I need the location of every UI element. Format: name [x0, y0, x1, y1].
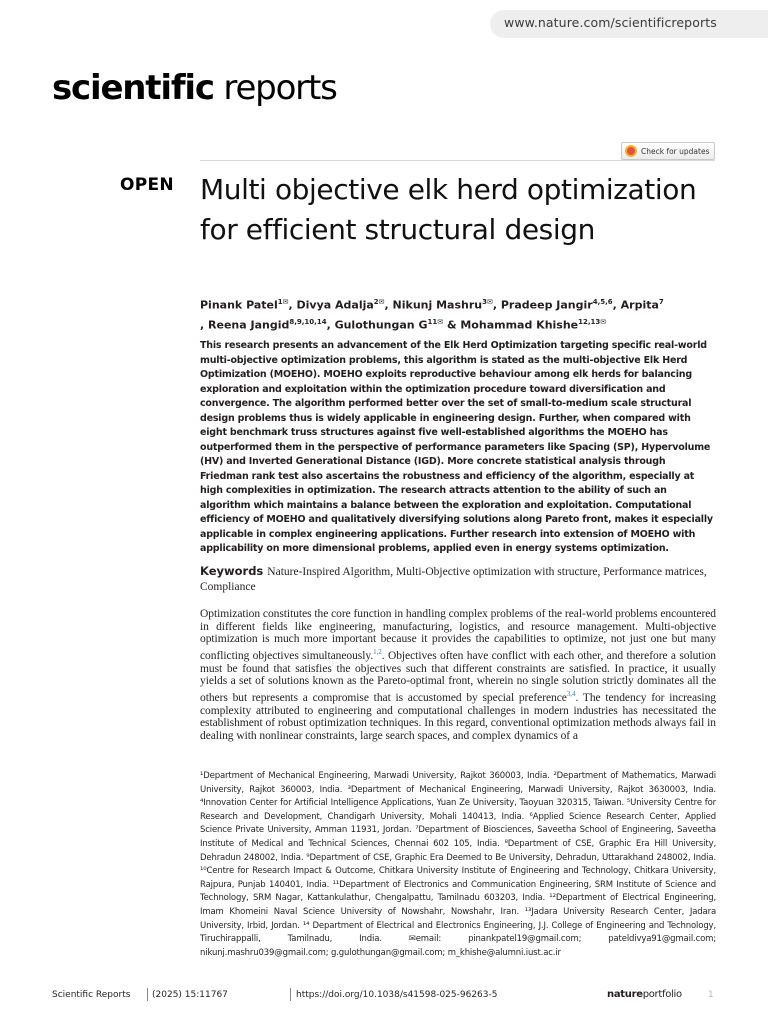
open-access-label: OPEN: [120, 175, 174, 195]
author-affiliation-marker: 11✉: [427, 317, 444, 326]
author-name[interactable]: & Mohammad Khishe: [443, 318, 579, 332]
page-footer: [52, 990, 716, 1006]
footer-divider: [290, 988, 291, 1001]
check-for-updates-label: Check for updates: [641, 146, 710, 156]
author-affiliation-marker: 8,9,10,14: [289, 317, 327, 326]
author-affiliation-marker: 3✉: [482, 298, 493, 306]
article-title: Multi objective elk herd optimization for efficient structural design: [200, 173, 697, 246]
brand-light-text: reports: [213, 68, 337, 108]
check-for-updates-button[interactable]: [621, 142, 715, 160]
journal-brand-logo: [52, 66, 337, 110]
publisher-bold: nature: [607, 989, 643, 1000]
author-name[interactable]: , Reena Jangid: [200, 318, 290, 332]
author-affiliation-marker: 7: [658, 298, 664, 306]
journal-url-link[interactable]: www.nature.com/scientificreports: [504, 15, 717, 30]
author-name[interactable]: , Gulothungan G: [326, 318, 428, 332]
footer-journal-name: Scientific Reports: [52, 990, 131, 1000]
author-affiliation-marker: 2✉: [373, 298, 385, 306]
publisher-light: portfolio: [642, 989, 682, 1000]
author-name[interactable]: Pinank Patel: [200, 298, 278, 312]
abstract: This research presents an advancement of the Elk Herd Optimization targeting specific real-world multi-objective optimization problems, this algorithm is stated as the multi-objective Elk Herd Optimization (MOEHO). MOEHO exploits reproductive behaviour among elk herds for balancing exploration and exploitation within the optimization procedure toward diversification and convergence. The algorithm performed better over the set of small-to-medium scale structural design problems thus is widely applicable in engineering design. Further, when compared with eight benchmark truss structures against five well-established algorithms the MOEHO has outperformed them in the perspective of performance parameters like Spacing (SP), Hypervolume (HV) and Inverted Generational Distance (IGD). More concrete statistical analysis through Friedman rank test also ascertains the robustness and efficiency of the algorithm, especially at high complexities in optimization. The research attracts attention to the ability of such an algorithm which maintains a balance between the exploration and exploitation. Computational efficiency of MOEHO and qualitatively diversifying solutions along Pareto front, makes it especially applicable in complex engineering applications. Further research into extension of MOEHO with applicability on more dimensional problems, applied even in energy systems optimization.: [200, 340, 713, 554]
footer-divider: [147, 988, 148, 1001]
author-affiliation-marker: 1✉: [277, 298, 289, 306]
publisher-logo: [607, 989, 682, 1000]
body-text-segment: Optimization constitutes the core function in handling complex problems of the real-world problems encountered in different fields like engineering, manufacturing, logistics, and resource management. Multi-objective optimization is much more important because it provides the capabilities to optimize, not just one but many conflicting objectives simultaneously.: [200, 608, 717, 662]
author-name[interactable]: , Arpita: [612, 298, 659, 312]
author-affiliation-marker: 12,13✉: [578, 317, 607, 326]
author-list: [200, 294, 720, 333]
author-affiliation-marker: 4,5,6: [592, 298, 613, 306]
crossmark-icon: [625, 145, 637, 157]
keywords: [200, 564, 716, 595]
body-text-segment: . The tendency for increasing complexity attributed to engineering and computational challenges in modern industries has necessitated the establishment of robust optimization techniques. In this regard, conventional optimization methods always fail in dealing with nonlinear constraints, large search spaces, and complex dynamics of a: [200, 691, 716, 742]
reference-link[interactable]: 3,4: [566, 690, 576, 699]
brand-bold-text: scientific: [52, 68, 214, 108]
reference-link[interactable]: 1,2: [373, 648, 382, 657]
header-divider: [200, 160, 715, 161]
author-name[interactable]: , Nikunj Mashru: [384, 298, 483, 312]
footer-citation: (2025) 15:11767: [152, 990, 228, 1000]
page-number: 1: [708, 990, 714, 1000]
body-text-segment: . Objectives often have conflict with each other, and therefore a solution must be found that satisfies the objectives such that different constraints are satisfied. In practice, it usually yields a set of solutions known as the Pareto-optimal front, wherein no single solution strictly dominates all the others but represents a compromise that is accustomed by special preference: [200, 649, 716, 704]
author-name[interactable]: , Pradeep Jangir: [492, 298, 593, 312]
introduction-paragraph: [200, 608, 716, 743]
affiliations: ¹Department of Mechanical Engineering, Marwadi University, Rajkot 360003, India. ²Department of Mathematics, Marwadi University, Rajkot 360003, India. ³Department of Mechanical Engineering, Marwadi University, Rajkot 3630003, India. ⁴Innovation Center for Artificial Intelligence Applications, Yuan Ze University, Taoyuan 320315, Taiwan. ⁵University Centre for Research and Development, Chandigarh University, Mohali 140413, India. ⁶Applied Science Research Center, Applied Science Private University, Amman 11931, Jordan. ⁷Department of Biosciences, Saveetha School of Engineering, Saveetha Institute of Medical and Technical Sciences, Chennai 602 105, India. ⁸Department of CSE, Graphic Era Hill University, Dehradun 248002, India. ⁹Department of CSE, Graphic Era Deemed to Be University, Dehradun, Uttarakhand 248002, India. ¹⁰Centre for Research Impact & Outcome, Chitkara University Institute of Engineering and Technology, Chitkara University, Rajpura, Punjab 140401, India. ¹¹Department of Electronics and Communication Engineering, SRM Institute of Science and Technology, SRM Nagar, Kattankulathur, Chengalpattu, Tamilnadu 603203, India. ¹²Department of Electrical Engineering, Imam Khomeini Naval Science University of Nowshahr, Nowshahr, Iran. ¹³Jadara University Research Center, Jadara University, Irbid, Jordan. ¹⁴ Department of Electrical and Electronics Engineering, J.J. College of Engineering and Technology, Tiruchirappalli, Tamilnadu, India. ✉email: pinankpatel19@gmail.com; pateldivya91@gmail.com; nikunj.mashru039@gmail.com; g.gulothungan@gmail.com; m_khishe@alumni.iust.ac.ir: [200, 771, 716, 958]
author-name[interactable]: , Divya Adalja: [288, 298, 374, 312]
doi-link[interactable]: https://doi.org/10.1038/s41598-025-96263-5: [296, 990, 498, 1000]
keywords-label: Keywords: [200, 564, 264, 578]
keywords-list: Nature-Inspired Algorithm, Multi-Objective optimization with structure, Performance matrices, Compliance: [200, 566, 707, 593]
